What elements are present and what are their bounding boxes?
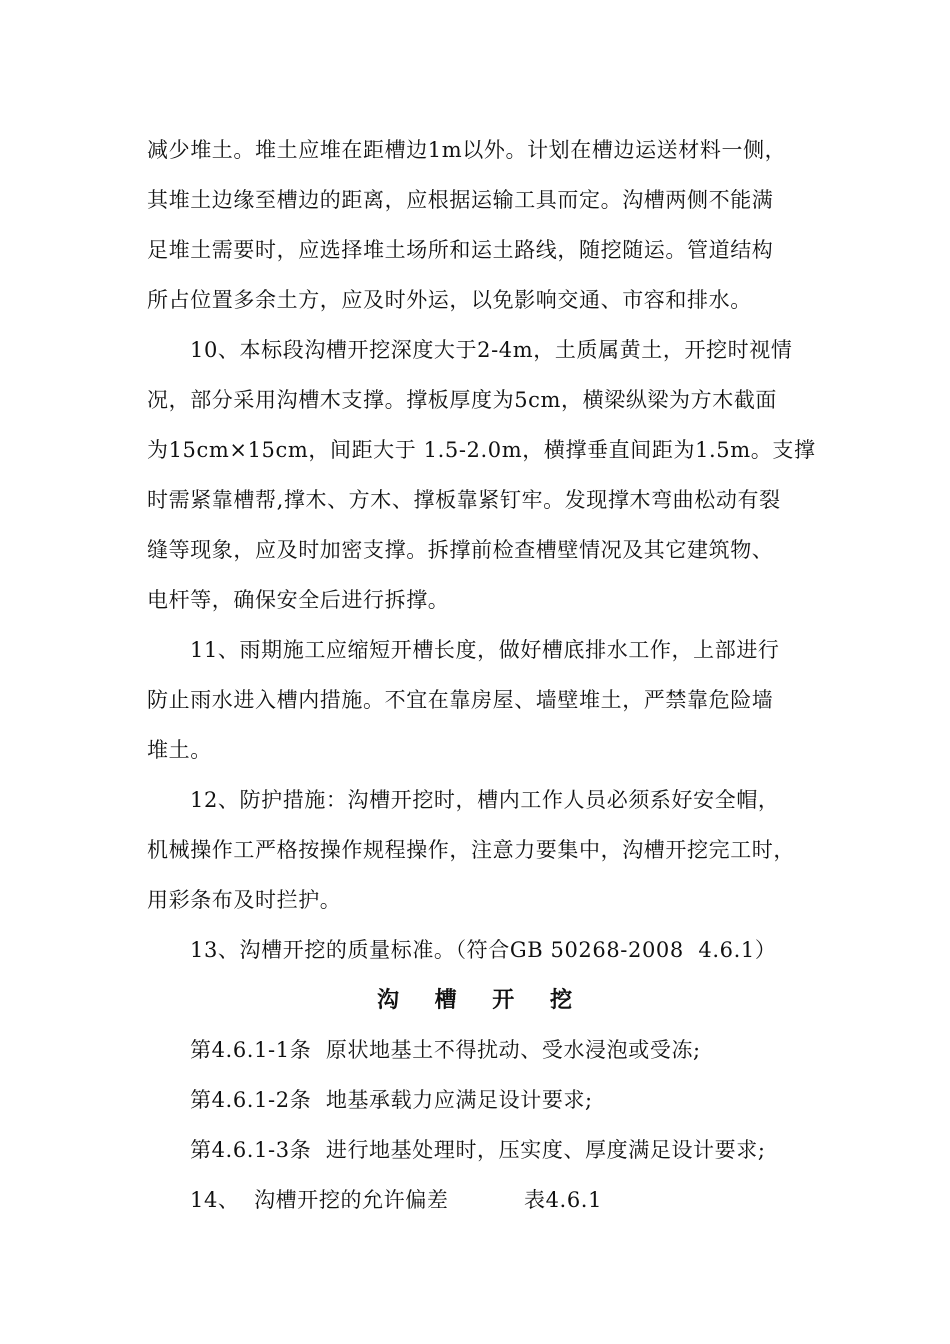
section-title: 沟 槽 开 挖 xyxy=(377,987,573,1013)
paragraph-line: 减少堆土。堆土应堆在距槽边1m以外。计划在槽边运送材料一侧， xyxy=(147,138,787,162)
paragraph-line: 堆土。 xyxy=(147,738,212,762)
paragraph-line: 足堆土需要时，应选择堆土场所和运土路线，随挖随运。管道结构 xyxy=(147,238,774,262)
paragraph-line: 其堆土边缘至槽边的距离，应根据运输工具而定。沟槽两侧不能满 xyxy=(147,188,774,212)
paragraph-line: 所占位置多余土方，应及时外运，以免影响交通、市容和排水。 xyxy=(147,288,752,312)
paragraph-line: 11、雨期施工应缩短开槽长度，做好槽底排水工作，上部进行 xyxy=(190,638,780,662)
item-14-label: 14、 沟槽开挖的允许偏差 xyxy=(190,1188,449,1212)
paragraph-line: 缝等现象，应及时加密支撑。拆撑前检查槽壁情况及其它建筑物、 xyxy=(147,538,774,562)
paragraph-line: 况，部分采用沟槽木支撑。撑板厚度为5cm，横梁纵梁为方木截面 xyxy=(147,388,778,412)
paragraph-line: 时需紧靠槽帮,撑木、方木、撑板靠紧钉牢。发现撑木弯曲松动有裂 xyxy=(147,488,781,512)
table-reference: 表4.6.1 xyxy=(524,1188,603,1212)
paragraph-line: 为15cm×15cm，间距大于 1.5-2.0m，横撑垂直间距为1.5m。支撑 xyxy=(147,438,816,462)
clause-line: 第4.6.1-2条 地基承载力应满足设计要求; xyxy=(190,1088,593,1112)
paragraph-line: 10、本标段沟槽开挖深度大于2-4m，土质属黄土，开挖时视情 xyxy=(190,338,793,362)
clause-line: 第4.6.1-1条 原状地基土不得扰动、受水浸泡或受冻; xyxy=(190,1038,701,1062)
clause-line: 第4.6.1-3条 进行地基处理时，压实度、厚度满足设计要求; xyxy=(190,1138,766,1162)
paragraph-line: 13、沟槽开挖的质量标准。（符合GB 50268-2008 4.6.1） xyxy=(190,938,777,962)
paragraph-line: 用彩条布及时拦护。 xyxy=(147,888,342,912)
paragraph-line: 电杆等，确保安全后进行拆撑。 xyxy=(147,588,450,612)
paragraph-line: 12、防护措施：沟槽开挖时，槽内工作人员必须系好安全帽， xyxy=(190,788,780,812)
paragraph-line: 防止雨水进入槽内措施。不宜在靠房屋、墙壁堆土，严禁靠危险墙 xyxy=(147,688,774,712)
paragraph-line: 机械操作工严格按操作规程操作，注意力要集中，沟槽开挖完工时， xyxy=(147,838,795,862)
